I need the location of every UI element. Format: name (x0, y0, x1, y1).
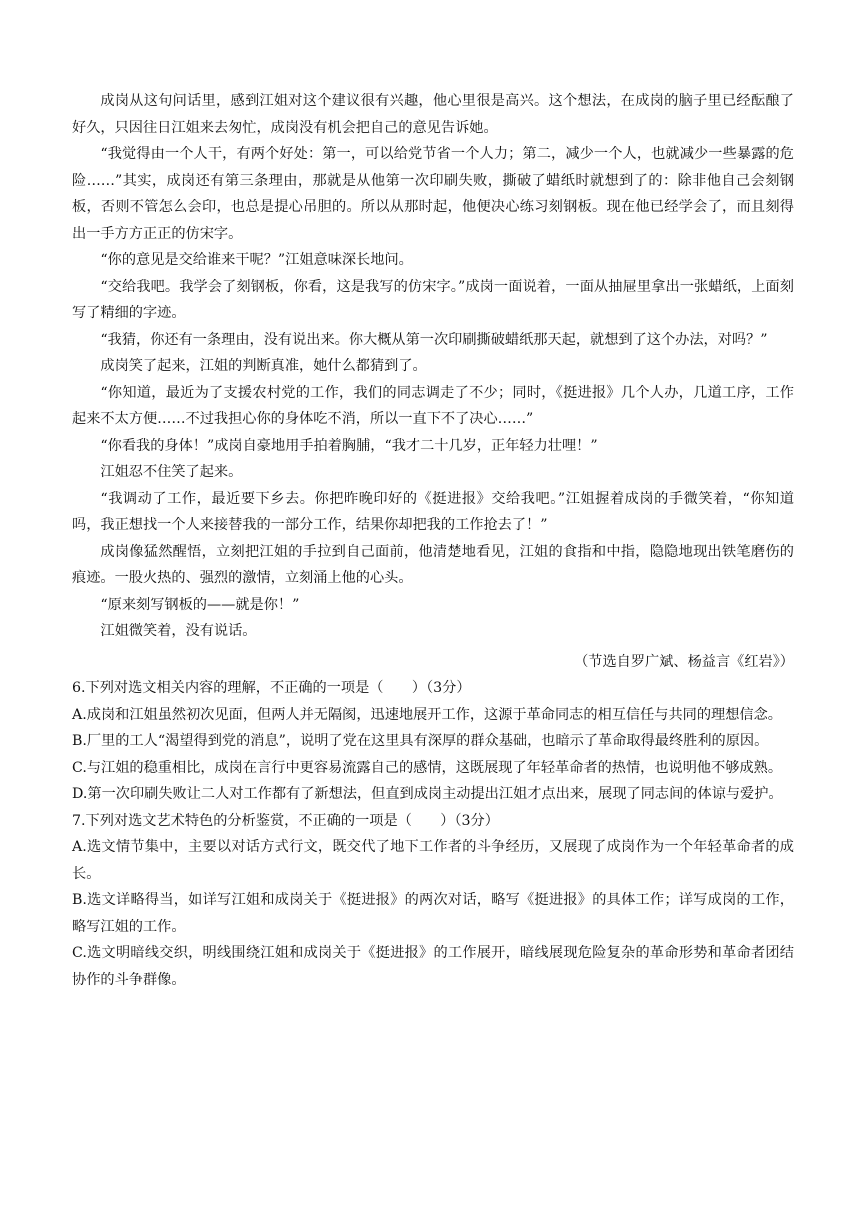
paragraph: “我觉得由一个人干，有两个好处：第一，可以给党节省一个人力；第二，减少一个人，也就减少一些暴露的危险……”其实，成岗还有第三条理由，那就是从他第一次印刷失败，撕破了蜡纸时就想到了的：除非他自己会刻钢板，否则不管怎么会印，也总是提心吊胆的。所以从那时起，他便决心练习刻钢板。现在他已经学会了，而且刻得出一手方方正正的仿宋字。 (72, 146, 794, 242)
option-b: B.厂里的工人“渴望得到党的消息”，说明了党在这里具有深厚的群众基础，也暗示了革命取得最终胜利的原因。 (72, 733, 769, 749)
option-c: C.与江姐的稳重相比，成岗在言行中更容易流露自己的感情，这既展现了年轻革命者的热情，也说明他不够成熟。 (72, 759, 783, 776)
question-stem: 7.下列对选文艺术特色的分析鉴赏，不正确的一项是（ ）（3分） (72, 812, 499, 829)
question-6 (72, 675, 794, 808)
passage (72, 88, 794, 675)
paragraph: “你看我的身体！”成岗自豪地用手拍着胸脯，“我才二十几岁，正年轻力壮哩！” (100, 437, 598, 454)
source-citation: （节选自罗广斌、杨益言《红岩》） (574, 653, 794, 670)
paragraph: “你的意见是交给谁来干呢？”江姐意味深长地问。 (100, 252, 413, 268)
option-c: C.选文明暗线交织，明线围绕江姐和成岗关于《挺进报》的工作展开，暗线展现危险复杂的革命形势和革命者团结协作的斗争群像。 (72, 945, 794, 988)
paragraph: “原来刻写钢板的——就是你！” (100, 596, 300, 613)
paragraph: 成岗从这句问话里，感到江姐对这个建议很有兴趣，他心里很是高兴。这个想法，在成岗的脑子里已经酝酿了好久，只因往日江姐来去匆忙，成岗没有机会把自己的意见告诉她。 (72, 93, 794, 136)
paragraph: 江姐微笑着，没有说话。 (100, 623, 257, 639)
paragraph: “你知道，最近为了支援农村党的工作，我们的同志调走了不少；同时，《挺进报》几个人办，几道工序，工作起来不太方便……不过我担心你的身体吃不消，所以一直下不了决心……” (72, 384, 794, 427)
document-page (72, 88, 794, 993)
option-a: A.成岗和江姐虽然初次见面，但两人并无隔阂，迅速地展开工作，这源于革命同志的相互信任与共同的理想信念。 (72, 706, 782, 723)
option-b: B.选文详略得当，如详写江姐和成岗关于《挺进报》的两次对话，略写《挺进报》的具体工作；详写成岗的工作，略写江姐的工作。 (72, 892, 794, 935)
paragraph: “我调动了工作，最近要下乡去。你把昨晚印好的《挺进报》交给我吧。”江姐握着成岗的手微笑着，“你知道吗，我正想找一个人来接替我的一部分工作，结果你却把我的工作抢去了！” (72, 490, 794, 533)
paragraph: 成岗像猛然醒悟，立刻把江姐的手拉到自己面前，他清楚地看见，江姐的食指和中指，隐隐地现出铁笔磨伤的痕迹。一股火热的、强烈的激情，立刻涌上他的心头。 (72, 543, 794, 586)
paragraph: “我猜，你还有一条理由，没有说出来。你大概从第一次印刷撕破蜡纸那天起，就想到了这个办法，对吗？” (100, 331, 768, 348)
question-7 (72, 808, 794, 994)
paragraph: 成岗笑了起来，江姐的判断真准，她什么都猜到了。 (100, 358, 427, 374)
paragraph: 江姐忍不住笑了起来。 (100, 464, 243, 480)
paragraph: “交给我吧。我学会了刻钢板，你看，这是我写的仿宋字。”成岗一面说着，一面从抽屉里拿出一张蜡纸，上面刻写了精细的字迹。 (72, 278, 794, 321)
question-stem: 6.下列对选文相关内容的理解，不正确的一项是（ ）（3分） (72, 680, 471, 696)
option-a: A.选文情节集中，主要以对话方式行文，既交代了地下工作者的斗争经历，又展现了成岗作为一个年轻革命者的成长。 (72, 839, 794, 882)
option-d: D.第一次印刷失败让二人对工作都有了新想法，但直到成岗主动提出江姐才点出来，展现了同志间的体谅与爱护。 (72, 786, 783, 802)
